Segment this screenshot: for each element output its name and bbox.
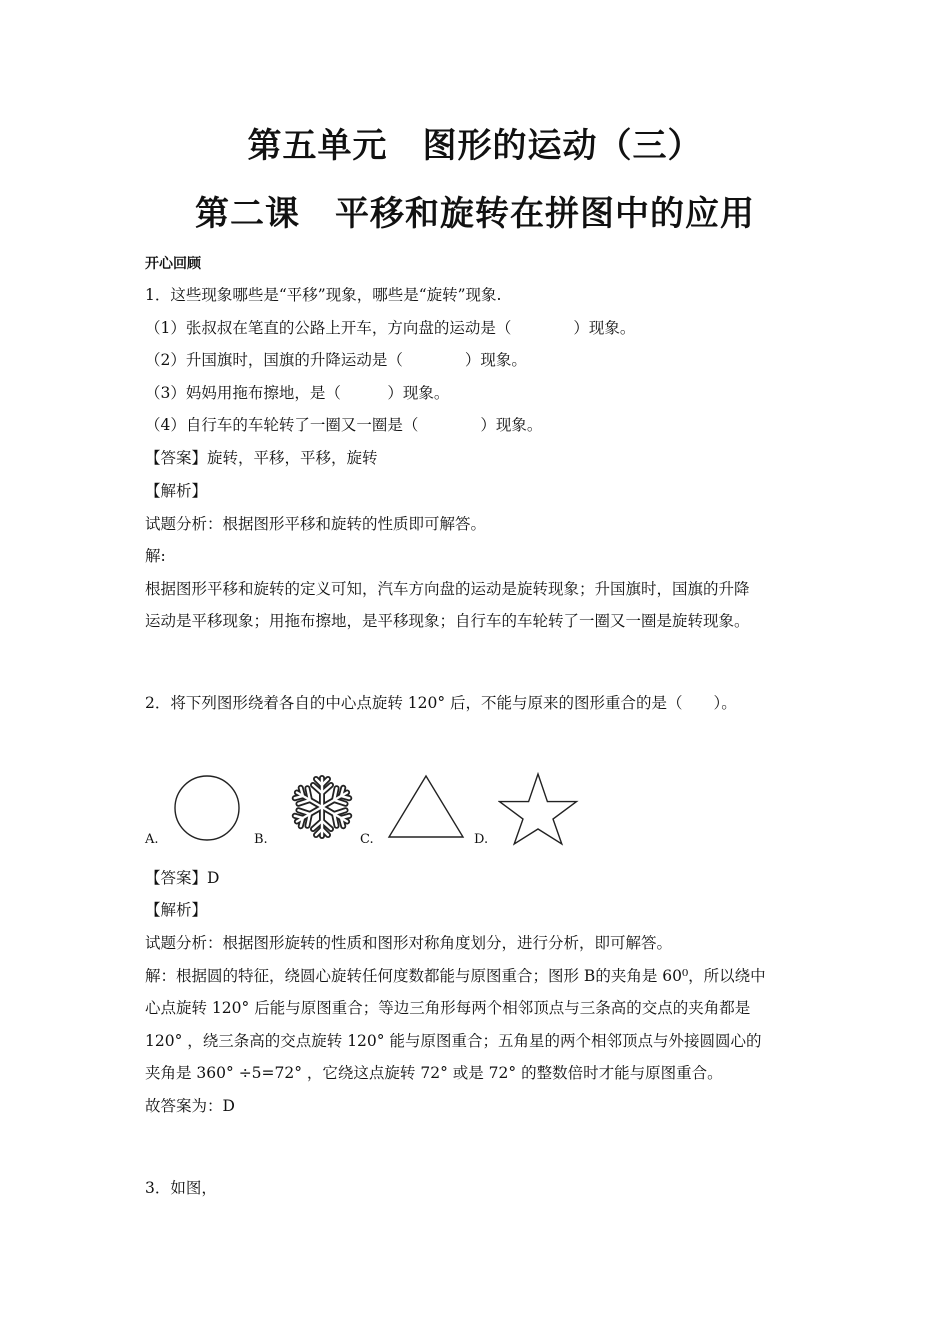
option-c-label: C. <box>360 832 374 847</box>
q1-item-4: （4）自行车的车轮转了一圈又一圈是（ ）现象。 <box>145 416 543 434</box>
q2-stem: 2．将下列图形绕着各自的中心点旋转 120° 后，不能与原来的图形重合的是（ ）。 <box>145 694 737 712</box>
snowflake-figure <box>287 772 357 842</box>
q1-answer: 【答案】旋转，平移，平移，旋转 <box>145 449 378 467</box>
q1-solution-line-1: 根据图形平移和旋转的定义可知，汽车方向盘的运动是旋转现象；升国旗时，国旗的升降 <box>145 580 750 598</box>
q2-solution-line-2: 心点旋转 120° 后能与原图重合；等边三角形每两个相邻顶点与三条高的交点的夹角都是 <box>145 999 751 1017</box>
q1-analysis: 试题分析：根据图形平移和旋转的性质即可解答。 <box>145 515 487 533</box>
circle-figure <box>172 772 244 844</box>
option-d-label: D. <box>474 832 489 847</box>
q2-analysis: 试题分析：根据图形旋转的性质和图形对称角度划分，进行分析，即可解答。 <box>145 934 673 952</box>
option-b-label: B. <box>254 832 268 847</box>
q2-solution-line-4: 夹角是 360° ÷5=72° ，它绕这点旋转 72° 或是 72° 的整数倍时才能与原图重合。 <box>145 1064 723 1082</box>
q3-stem: 3．如图， <box>145 1179 217 1197</box>
q1-analysis-head: 【解析】 <box>145 482 208 500</box>
q2-analysis-head: 【解析】 <box>145 901 208 919</box>
q1-item-1: （1）张叔叔在笔直的公路上开车，方向盘的运动是（ ）现象。 <box>145 319 636 337</box>
q1-item-2: （2）升国旗时，国旗的升降运动是（ ）现象。 <box>145 351 527 369</box>
q2-solution-line-3: 120° ，绕三条高的交点旋转 120° 能与原图重合；五角星的两个相邻顶点与外接圆圆心的 <box>145 1032 762 1050</box>
q2-solution-line-1: 解：根据圆的特征，绕圆心旋转任何度数都能与原图重合；图形 B的夹角是 60⁰，所以绕中 <box>145 967 766 985</box>
lesson-title: 第二课 平移和旋转在拼图中的应用 <box>195 194 755 234</box>
section-heading: 开心回顾 <box>145 256 201 272</box>
star-figure <box>498 772 580 846</box>
option-a-label: A. <box>145 832 159 847</box>
q2-answer: 【答案】D <box>145 869 220 887</box>
q1-item-3: （3）妈妈用拖布擦地，是（ ）现象。 <box>145 384 450 402</box>
unit-title: 第五单元 图形的运动（三） <box>247 126 703 166</box>
triangle-figure <box>386 774 466 840</box>
q2-final: 故答案为：D <box>145 1097 235 1115</box>
q1-solution-head: 解: <box>145 547 166 565</box>
q1-solution-line-2: 运动是平移现象；用拖布擦地，是平移现象；自行车的车轮转了一圈又一圈是旋转现象。 <box>145 612 750 630</box>
q1-stem: 1．这些现象哪些是“平移”现象，哪些是“旋转”现象. <box>145 286 502 304</box>
